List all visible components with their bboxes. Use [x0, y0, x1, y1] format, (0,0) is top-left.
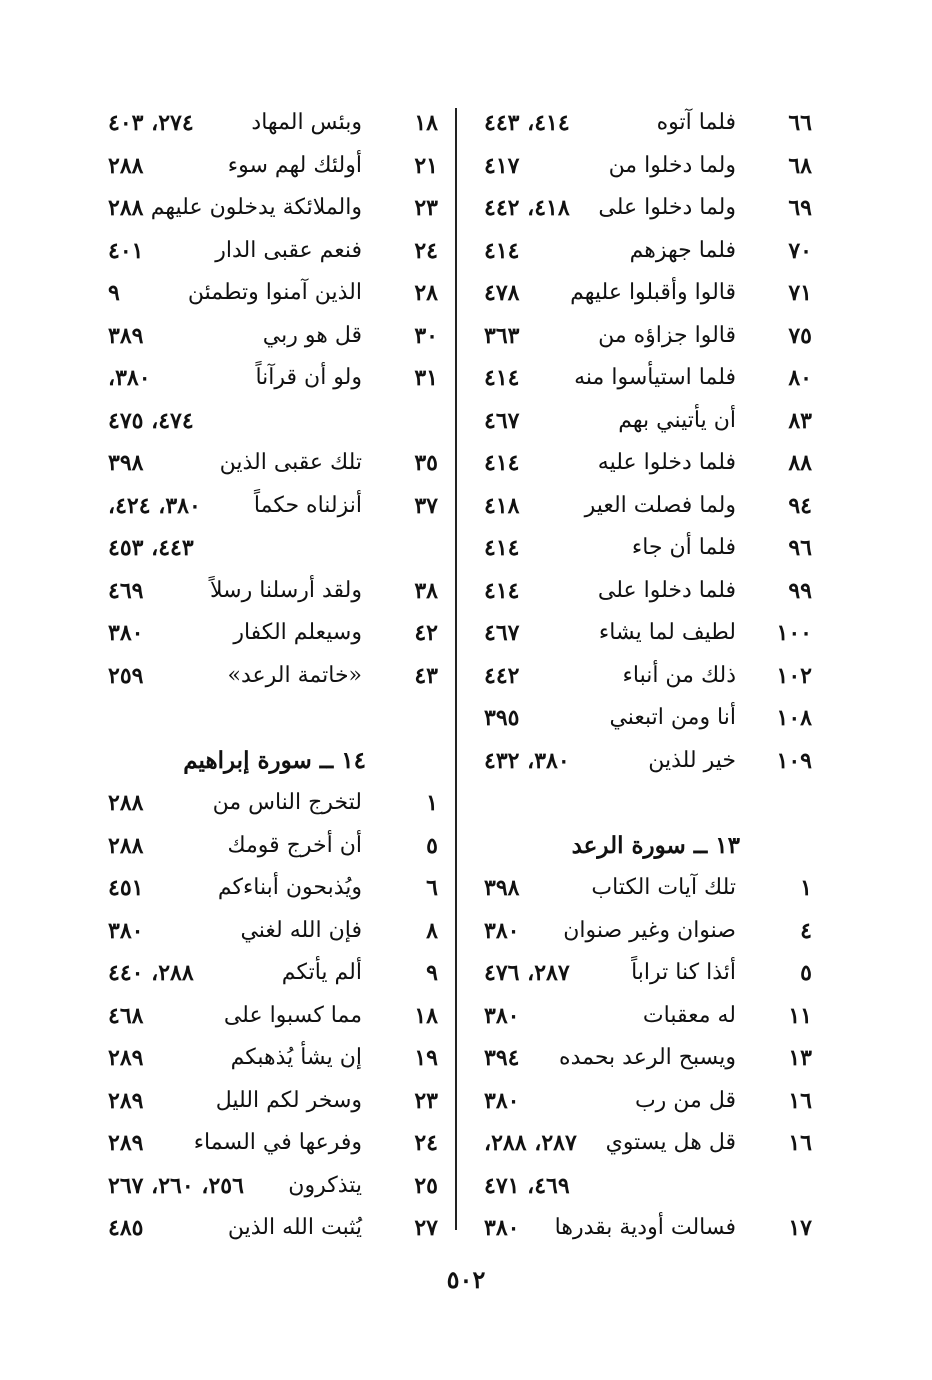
index-entry	[476, 400, 812, 443]
verse-phrase: «خاتمة الرعد»	[227, 662, 362, 688]
entry-pages: ٢٨٧، ٤٧٦	[484, 960, 570, 986]
index-entry	[100, 102, 438, 145]
verse-number: ١٣	[788, 1045, 812, 1071]
verse-number: ١٠٩	[776, 747, 812, 774]
verse-phrase: أن يأتيني بهم	[618, 407, 736, 433]
index-entry	[476, 655, 812, 698]
entry-pages: ٣٨٠	[484, 1002, 520, 1029]
verse-number: ١٦	[788, 1087, 812, 1114]
entry-pages: ٤٦٨	[108, 1002, 144, 1029]
index-entry	[476, 952, 812, 995]
verse-number: ٥	[426, 832, 438, 859]
verse-phrase: إن يشأ يُذهبكم	[230, 1045, 362, 1070]
index-entry	[100, 612, 438, 655]
entry-pages: ٣٩٤	[484, 1045, 520, 1071]
section-gap	[100, 697, 438, 740]
verse-number: ٣٧	[414, 492, 438, 519]
verse-number: ١٠٠	[776, 620, 812, 646]
index-entry	[476, 612, 812, 655]
verse-phrase: فلما جهزهم	[629, 237, 736, 263]
verse-phrase: خير للذين	[648, 747, 736, 773]
verse-phrase: قل هل يستوي	[605, 1130, 736, 1155]
entry-pages: ٢٨٧، ٢٨٨،	[484, 1130, 577, 1156]
verse-number: ٢٧	[414, 1215, 438, 1241]
verse-number: ٢٣	[414, 1087, 438, 1114]
verse-phrase: وسخر لكم الليل	[215, 1087, 362, 1113]
verse-number: ٩٩	[788, 577, 812, 604]
index-entry-continuation	[100, 527, 438, 570]
entry-pages: ٤٧٨	[484, 280, 520, 306]
verse-phrase: تلك آيات الكتاب	[591, 875, 736, 900]
entry-pages: ٢٨٨	[108, 152, 144, 179]
index-entry	[476, 910, 812, 953]
verse-phrase: يتذكرون	[288, 1172, 362, 1198]
verse-phrase: لطيف لما يشاء	[598, 620, 736, 645]
verse-phrase: وسيعلم الكفار	[233, 620, 362, 645]
verse-number: ٥	[800, 960, 812, 986]
verse-number: ١١	[788, 1002, 812, 1029]
verse-number: ١٠٢	[776, 662, 812, 689]
surah-heading: ١٣ ــ سورة الرعد	[571, 831, 740, 859]
verse-number: ٢١	[414, 152, 438, 179]
index-entry	[476, 697, 812, 740]
verse-number: ٦٦	[788, 110, 812, 136]
verse-number: ٨٨	[788, 450, 812, 476]
right-column	[476, 102, 812, 1250]
verse-number: ٦٩	[788, 195, 812, 221]
verse-phrase: صنوان وغير صنوان	[563, 917, 736, 943]
verse-phrase: مما كسبوا على	[223, 1002, 362, 1028]
verse-number: ٢٤	[414, 1130, 438, 1156]
entry-pages: ٣٨٠	[108, 620, 144, 646]
index-entry	[100, 315, 438, 358]
index-entry	[476, 230, 812, 273]
entry-pages: ٢٥٦، ٢٦٠، ٢٦٧	[108, 1172, 244, 1199]
verse-phrase: ولما فصلت العير	[584, 492, 736, 518]
verse-phrase: تلك عقبى الذين	[219, 450, 362, 475]
entry-pages: ٣٨٠	[484, 1215, 520, 1241]
verse-phrase: قالوا وأقبلوا عليهم	[570, 280, 736, 305]
verse-phrase: الذين آمنوا وتطمئن	[187, 280, 362, 305]
index-entry	[476, 357, 812, 400]
verse-number: ٣٠	[414, 322, 438, 349]
entry-pages: ٤٥١	[108, 875, 144, 901]
verse-number: ٢٨	[414, 280, 438, 306]
verse-number: ٢٣	[414, 195, 438, 221]
verse-number: ٩	[426, 960, 438, 986]
entry-pages: ٤١٤	[484, 577, 520, 604]
verse-phrase: أنا ومن اتبعني	[609, 705, 736, 730]
verse-phrase: ذلك من أنباء	[622, 662, 736, 688]
entry-pages: ٣٩٨	[108, 450, 144, 476]
entry-pages: ٤٦٩، ٤٧١	[484, 1172, 570, 1199]
index-entry	[476, 527, 812, 570]
verse-number: ١٩	[414, 1045, 438, 1071]
entry-pages: ٣٨٠	[484, 1087, 520, 1114]
verse-phrase: أنزلناه حكماً	[253, 492, 362, 518]
verse-phrase: ويسبح الرعد بحمده	[559, 1045, 736, 1070]
entry-pages: ٤٦٧	[484, 620, 520, 646]
verse-phrase: ولو أن قرآناً	[255, 365, 362, 390]
index-entry	[100, 782, 438, 825]
index-entry	[100, 145, 438, 188]
verse-number: ٨٣	[788, 407, 812, 434]
entry-pages: ٢٨٩	[108, 1045, 144, 1071]
verse-phrase: ألم يأتكم	[281, 960, 362, 985]
verse-phrase: فلما دخلوا على	[597, 577, 736, 603]
verse-number: ١	[800, 875, 812, 901]
verse-number: ٢٥	[414, 1172, 438, 1199]
index-entry-continuation	[476, 1165, 812, 1208]
entry-pages: ٤٦٩	[108, 577, 144, 604]
verse-phrase: يُثبت الله الذين	[227, 1215, 362, 1240]
verse-number: ٣١	[414, 365, 438, 391]
verse-phrase: قل هو ربي	[262, 322, 362, 348]
index-entry	[100, 867, 438, 910]
entry-pages: ٩	[108, 280, 120, 306]
verse-number: ٧١	[788, 280, 812, 306]
index-entry	[100, 1165, 438, 1208]
index-entry	[100, 1122, 438, 1165]
verse-phrase: ولما دخلوا على	[598, 195, 736, 220]
verse-number: ١٨	[414, 110, 438, 136]
entry-pages: ٣٨٠،	[108, 365, 151, 391]
verse-number: ٨٠	[788, 365, 812, 391]
index-entry	[100, 995, 438, 1038]
verse-phrase: قالوا جزاؤه من	[598, 322, 736, 348]
entry-pages: ٣٨٠، ٤٢٤،	[108, 492, 201, 519]
verse-phrase: ولما دخلوا من	[608, 152, 736, 178]
verse-number: ٩٤	[788, 492, 812, 519]
entry-pages: ٢٧٤، ٤٠٣	[108, 110, 194, 136]
index-entry	[476, 570, 812, 613]
index-entry	[100, 825, 438, 868]
verse-phrase: وبئس المهاد	[251, 110, 362, 135]
entry-pages: ٤٠١	[108, 237, 144, 264]
entry-pages: ٢٨٨	[108, 790, 144, 816]
verse-number: ١	[426, 790, 438, 816]
entry-pages: ٢٨٨	[108, 832, 144, 859]
verse-phrase: ولقد أرسلنا رسلاً	[210, 577, 362, 603]
verse-number: ٦	[426, 875, 438, 901]
index-entry	[100, 485, 438, 528]
index-entry	[476, 867, 812, 910]
verse-phrase: والملائكة يدخلون عليهم	[150, 195, 362, 220]
index-entry	[476, 1122, 812, 1165]
verse-number: ٤٢	[414, 620, 438, 646]
entry-pages: ٤١٨، ٤٤٢	[484, 195, 570, 221]
entry-pages: ٤١٤	[484, 365, 520, 391]
entry-pages: ٣٩٥	[484, 705, 520, 731]
entry-pages: ٤١٨	[484, 492, 520, 519]
index-entry	[100, 357, 438, 400]
entry-pages: ٣٩٨	[484, 875, 520, 901]
entry-pages: ٣٦٣	[484, 322, 520, 349]
index-entry	[476, 485, 812, 528]
verse-number: ١٨	[414, 1002, 438, 1029]
entry-pages: ٤١٤	[484, 237, 520, 264]
verse-phrase: فلما استيأسوا منه	[574, 365, 736, 390]
verse-number: ٨	[426, 917, 438, 944]
index-entry	[100, 272, 438, 315]
verse-number: ١٧	[788, 1215, 812, 1241]
verse-phrase: أولئك لهم سوء	[227, 152, 362, 178]
entry-pages: ٤١٧	[484, 152, 520, 179]
verse-number: ٤٣	[414, 662, 438, 689]
index-entry	[476, 145, 812, 188]
entry-pages: ٤١٤	[484, 535, 520, 561]
verse-phrase: أن أخرج قومك	[227, 832, 362, 858]
index-entry	[100, 230, 438, 273]
verse-phrase: أئذا كنا تراباً	[631, 960, 736, 985]
index-entry	[476, 740, 812, 783]
index-entry-continuation	[100, 400, 438, 443]
verse-phrase: ويُذبحون أبناءكم	[217, 875, 362, 900]
index-entry	[100, 655, 438, 698]
verse-phrase: له معقبات	[642, 1002, 736, 1028]
index-entry	[100, 952, 438, 995]
verse-phrase: فلما آتوه	[656, 110, 736, 135]
verse-phrase: فلما دخلوا عليه	[597, 450, 736, 475]
index-entry	[100, 910, 438, 953]
verse-phrase: فلما أن جاء	[631, 535, 736, 560]
entry-pages: ٤٦٧	[484, 407, 520, 434]
verse-phrase: وفرعها في السماء	[193, 1130, 362, 1155]
entry-pages: ٢٨٩	[108, 1130, 144, 1156]
verse-number: ٤	[800, 917, 812, 944]
verse-phrase: فسالت أودية بقدرها	[554, 1215, 736, 1240]
index-entry	[476, 1207, 812, 1250]
index-entry	[476, 1080, 812, 1123]
verse-number: ٧٠	[788, 237, 812, 264]
index-entry	[100, 570, 438, 613]
entry-pages: ٣٨٩	[108, 322, 144, 349]
surah-heading: ١٤ ــ سورة إبراهيم	[183, 746, 366, 774]
entry-pages: ٣٨٠	[484, 917, 520, 944]
index-entry	[476, 102, 812, 145]
index-entry	[476, 995, 812, 1038]
verse-number: ١٦	[788, 1130, 812, 1156]
index-entry	[476, 272, 812, 315]
index-entry	[476, 315, 812, 358]
index-entry	[100, 1080, 438, 1123]
index-entry	[100, 1207, 438, 1250]
verse-number: ١٠٨	[776, 705, 812, 731]
verse-number: ٩٦	[788, 535, 812, 561]
entry-pages: ٢٨٨، ٤٤٠	[108, 960, 194, 986]
index-entry	[476, 187, 812, 230]
index-entry	[100, 1037, 438, 1080]
entry-pages: ٤١٤	[484, 450, 520, 476]
verse-phrase: قل من رب	[634, 1087, 736, 1113]
entry-pages: ٤٧٤، ٤٧٥	[108, 407, 194, 434]
column-divider	[455, 108, 457, 1230]
entry-pages: ٢٨٨	[108, 195, 144, 221]
entry-pages: ٢٨٩	[108, 1087, 144, 1114]
entry-pages: ٢٥٩	[108, 662, 144, 689]
entry-pages: ٤٤٢	[484, 662, 520, 689]
verse-number: ٢٤	[414, 237, 438, 264]
index-entry	[100, 187, 438, 230]
index-entry	[476, 1037, 812, 1080]
verse-number: ٦٨	[788, 152, 812, 179]
verse-phrase: فإن الله لغني	[240, 917, 362, 943]
verse-number: ٧٥	[788, 322, 812, 349]
verse-phrase: لتخرج الناس من	[212, 790, 362, 815]
verse-number: ٣٨	[414, 577, 438, 604]
entry-pages: ٣٨٠، ٤٣٢	[484, 747, 570, 774]
index-entry	[100, 442, 438, 485]
index-entry	[476, 442, 812, 485]
page-number: ٥٠٢	[446, 1265, 486, 1294]
entry-pages: ٤٨٥	[108, 1215, 144, 1241]
verse-number: ٣٥	[414, 450, 438, 476]
entry-pages: ٤١٤، ٤٤٣	[484, 110, 570, 136]
verse-phrase: فنعم عقبى الدار	[215, 237, 362, 263]
section-gap	[476, 782, 812, 825]
entry-pages: ٣٨٠	[108, 917, 144, 944]
left-column	[100, 102, 438, 1250]
entry-pages: ٤٤٣، ٤٥٣	[108, 535, 194, 561]
